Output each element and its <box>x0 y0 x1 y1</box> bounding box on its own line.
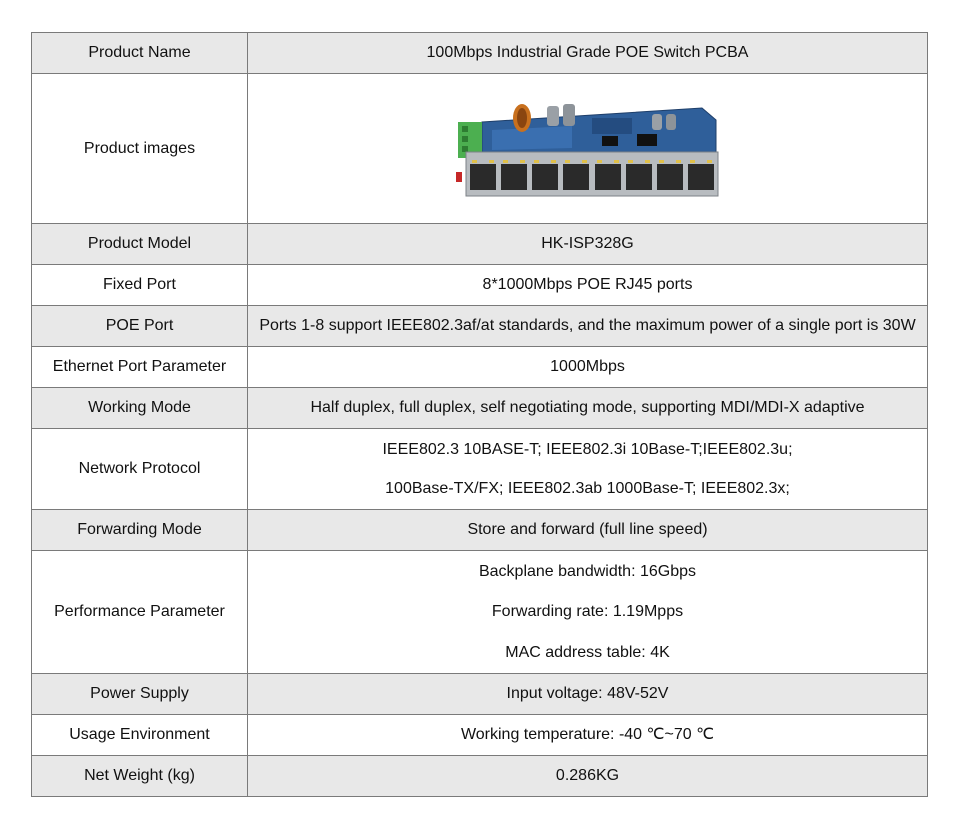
product-image-cell <box>248 74 928 224</box>
table-row <box>32 306 928 347</box>
row-label: Power Supply <box>32 674 248 715</box>
table-row <box>32 551 928 674</box>
table-row <box>32 224 928 265</box>
table-row <box>32 74 928 224</box>
row-value: Input voltage: 48V-52V <box>248 674 928 715</box>
row-value: Working temperature: -40 ℃~70 ℃ <box>248 715 928 756</box>
table-row <box>32 388 928 429</box>
table-row <box>32 674 928 715</box>
row-label: Product images <box>32 74 248 224</box>
row-value <box>248 429 928 510</box>
row-value: Store and forward (full line speed) <box>248 510 928 551</box>
table-row <box>32 33 928 74</box>
value-line: MAC address table: 4K <box>505 643 670 661</box>
row-label: Product Model <box>32 224 248 265</box>
table-row <box>32 265 928 306</box>
row-label: POE Port <box>32 306 248 347</box>
value-line: Forwarding rate: 1.19Mpps <box>491 603 684 621</box>
row-label: Working Mode <box>32 388 248 429</box>
value-line: IEEE802.3 10BASE-T; IEEE802.3i 10Base-T;IEEE802.3u; <box>382 440 793 458</box>
row-label: Usage Environment <box>32 715 248 756</box>
row-value: Half duplex, full duplex, self negotiating mode, supporting MDI/MDI-X adaptive <box>248 388 928 429</box>
row-value: 8*1000Mbps POE RJ45 ports <box>248 265 928 306</box>
row-label: Net Weight (kg) <box>32 756 248 797</box>
row-value: 1000Mbps <box>248 347 928 388</box>
row-label: Network Protocol <box>32 429 248 510</box>
row-label: Product Name <box>32 33 248 74</box>
row-value: Ports 1-8 support IEEE802.3af/at standards, and the maximum power of a single port is 30W <box>248 306 928 347</box>
row-value: 0.286KG <box>248 756 928 797</box>
table-row <box>32 510 928 551</box>
row-value: HK-ISP328G <box>248 224 928 265</box>
table-row <box>32 715 928 756</box>
row-label: Performance Parameter <box>32 551 248 674</box>
row-label: Forwarding Mode <box>32 510 248 551</box>
table-row <box>32 347 928 388</box>
table-row <box>32 756 928 797</box>
row-label: Fixed Port <box>32 265 248 306</box>
product-image <box>452 100 724 198</box>
spec-table <box>31 32 928 797</box>
row-value <box>248 551 928 674</box>
table-row <box>32 429 928 510</box>
value-line: 100Base-TX/FX; IEEE802.3ab 1000Base-T; IEEE802.3x; <box>385 480 790 497</box>
value-line: Backplane bandwidth: 16Gbps <box>478 563 697 581</box>
row-label: Ethernet Port Parameter <box>32 347 248 388</box>
row-value: 100Mbps Industrial Grade POE Switch PCBA <box>248 33 928 74</box>
